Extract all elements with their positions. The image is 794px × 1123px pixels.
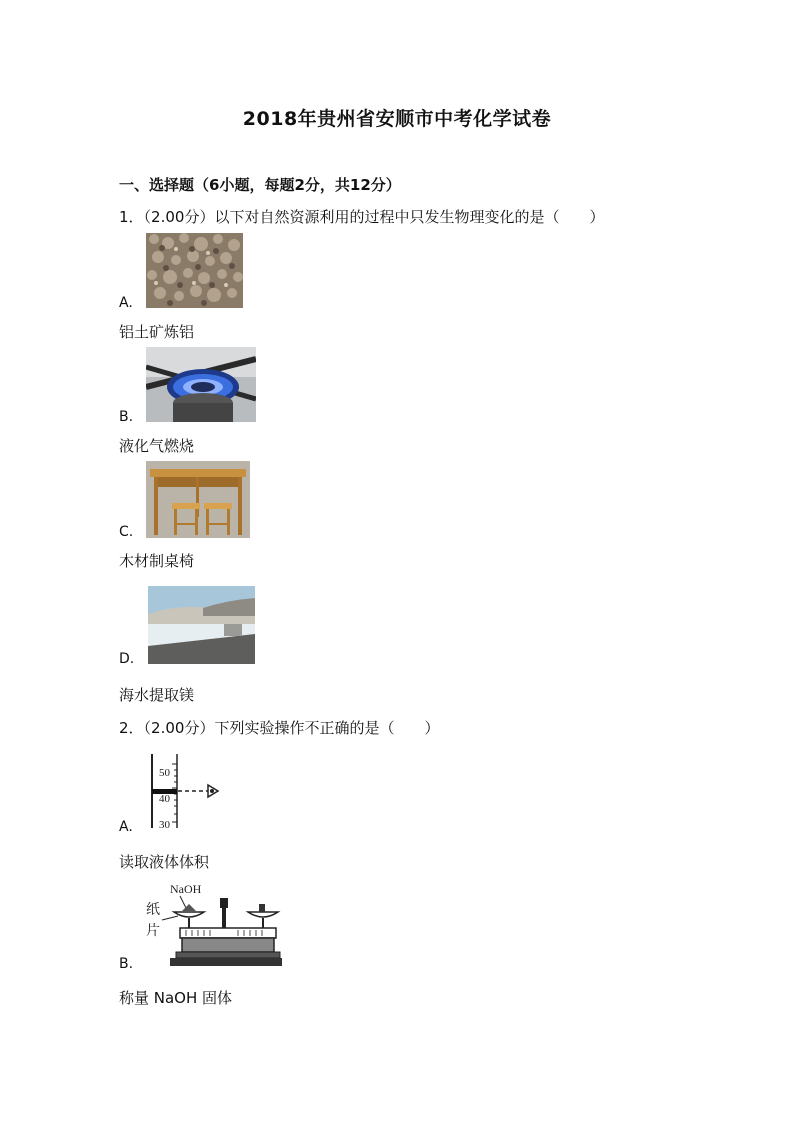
balance-weighing-diagram bbox=[142, 880, 282, 972]
option-1b-caption: 液化气燃烧 bbox=[119, 437, 195, 455]
option-1c-caption: 木材制桌椅 bbox=[119, 552, 195, 570]
cylinder-label-50: 50 bbox=[159, 767, 170, 779]
option-2b-caption: 称量 NaOH 固体 bbox=[119, 989, 233, 1007]
option-1d-caption: 海水提取镁 bbox=[119, 686, 195, 704]
option-1b-letter: B. bbox=[119, 409, 134, 425]
option-1d-letter: D. bbox=[119, 651, 135, 667]
cylinder-label-40: 40 bbox=[159, 793, 170, 805]
balance-label-paper-1: 纸 bbox=[146, 902, 160, 918]
gas-stove-flame-photo bbox=[146, 347, 256, 422]
bauxite-ore-photo bbox=[146, 233, 243, 308]
graduated-cylinder-reading-diagram bbox=[146, 752, 221, 832]
option-1a-caption: 铝土矿炼铝 bbox=[119, 323, 195, 341]
question-2-stem: 2．（2.00分）下列实验操作不正确的是（ ） bbox=[119, 719, 440, 737]
page-title: 2018年贵州省安顺市中考化学试卷 bbox=[242, 108, 552, 130]
balance-label-naoh: NaOH bbox=[170, 882, 202, 896]
cylinder-label-30: 30 bbox=[159, 819, 170, 831]
option-2b-letter: B. bbox=[119, 956, 134, 972]
section-heading: 一、选择题（6小题，每题2分，共12分） bbox=[119, 176, 401, 194]
wooden-desk-chairs-photo bbox=[146, 461, 250, 538]
question-1-stem: 1．（2.00分）以下对自然资源利用的过程中只发生物理变化的是（ ） bbox=[119, 208, 605, 226]
option-2a-caption: 读取液体体积 bbox=[119, 853, 210, 871]
balance-label-paper-2: 片 bbox=[146, 923, 160, 939]
option-2a-letter: A. bbox=[119, 819, 133, 835]
option-1a-letter: A. bbox=[119, 295, 133, 311]
option-1c-letter: C. bbox=[119, 524, 134, 540]
seawater-salt-field-photo bbox=[148, 586, 255, 664]
